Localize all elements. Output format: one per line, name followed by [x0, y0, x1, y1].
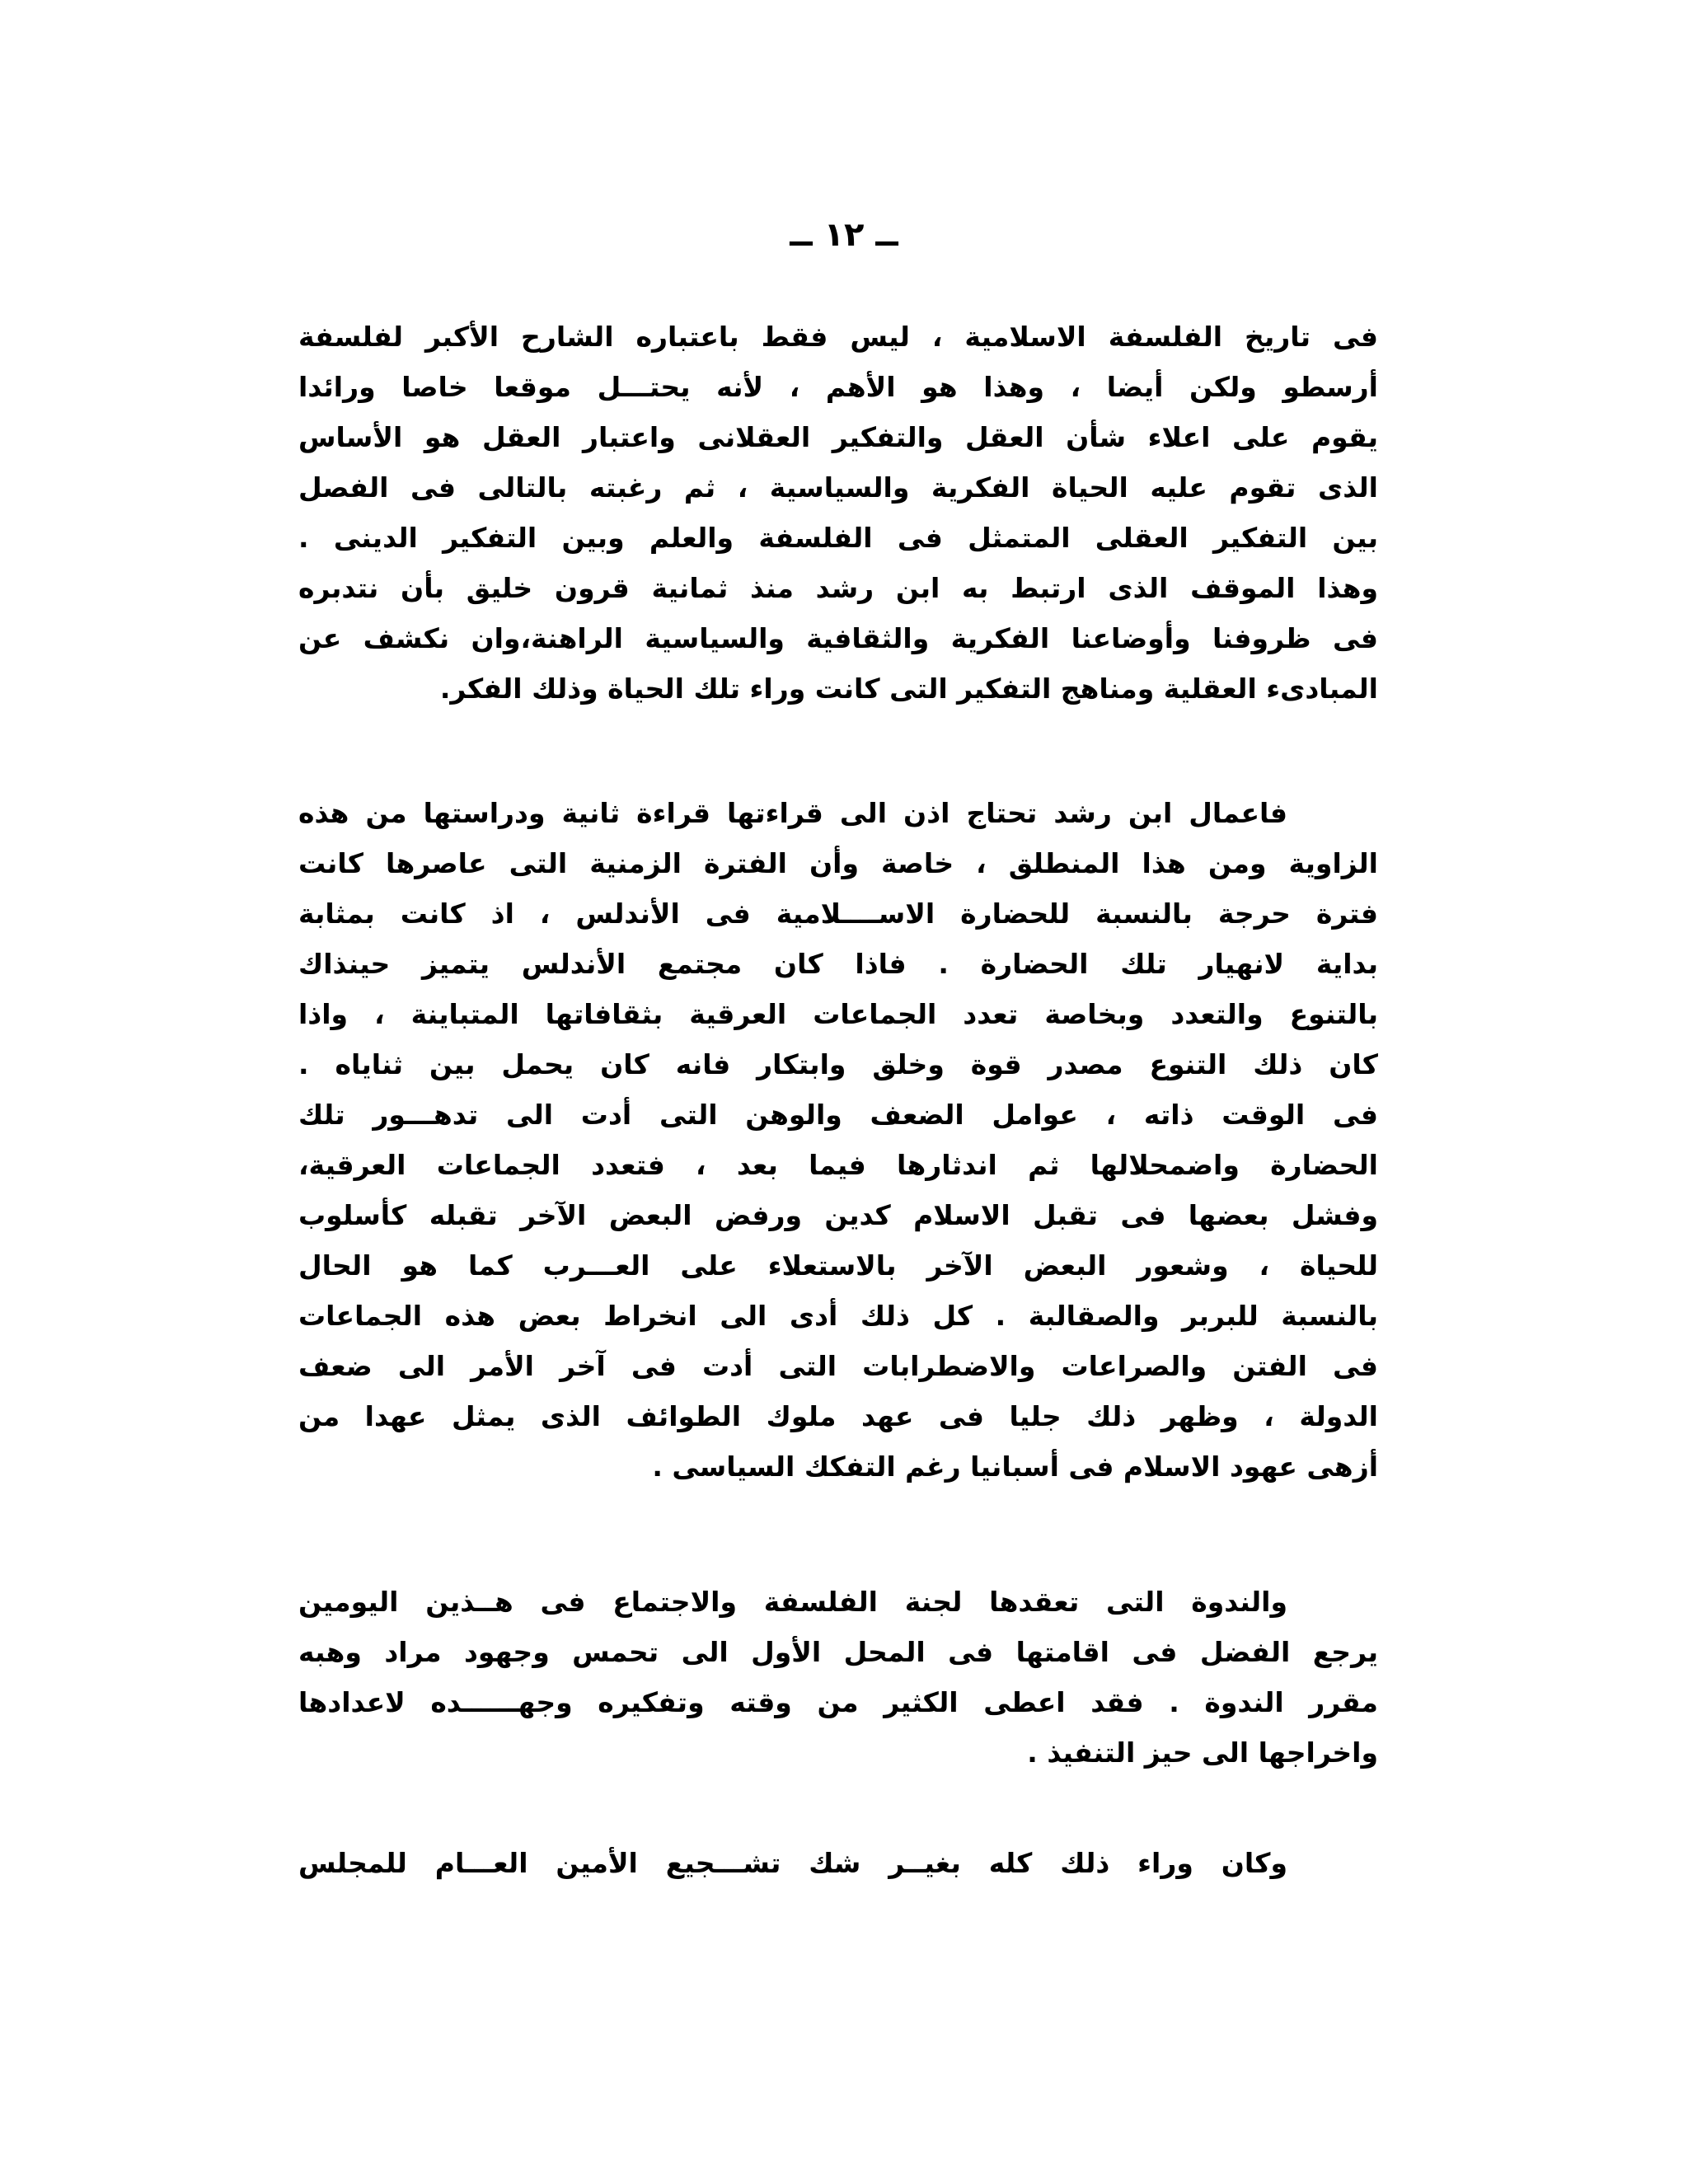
text-line: بين التفكير العقلى المتمثل فى الفلسفة والعلم وبين التفكير الدينى . — [298, 522, 1378, 554]
text-line: وفشل بعضها فى تقبل الاسلام كدين ورفض البعض الآخر تقبله كأسلوب — [298, 1199, 1378, 1231]
text-line: يرجع الفضل فى اقامتها فى المحل الأول الى تحمس وجهود مراد وهبه — [298, 1636, 1378, 1668]
text-line: واخراجها الى حيز التنفيذ . — [1027, 1736, 1378, 1769]
text-line: الذى تقوم عليه الحياة الفكرية والسياسية ، ثم رغبته بالتالى فى الفصل — [298, 471, 1378, 504]
text-line: أرسطو ولكن أيضا ، وهذا هو الأهم ، لأنه يحتـــل موقعا خاصا ورائدا — [298, 371, 1378, 403]
text-line: الدولة ، وظهر ذلك جليا فى عهد ملوك الطوائف الذى يمثل عهدا من — [298, 1400, 1378, 1432]
text-line: كان ذلك التنوع مصدر قوة وخلق وابتكار فانه كان يحمل بين ثناياه . — [298, 1048, 1378, 1080]
text-line: الحضارة واضمحلالها ثم اندثارها فيما بعد ، فتعدد الجماعات العرقية، — [298, 1149, 1378, 1181]
paragraph-4 — [298, 1838, 1378, 1888]
text-line: والندوة التى تعقدها لجنة الفلسفة والاجتماع فى هــذين اليومين — [298, 1586, 1287, 1618]
text-line: وكان وراء ذلك كله بغيــر شك تشـــجيع الأمين العـــام للمجلس — [298, 1847, 1287, 1879]
text-line: فترة حرجة بالنسبة للحضارة الاســــلامية فى الأندلس ، اذ كانت بمثابة — [298, 898, 1378, 930]
text-line: للحياة ، وشعور البعض الآخر بالاستعلاء على العـــرب كما هو الحال — [298, 1249, 1378, 1282]
text-line: فى الوقت ذاته ، عوامل الضعف والوهن التى أدت الى تدهـــور تلك — [298, 1099, 1378, 1131]
text-line: المبادىء العقلية ومناهج التفكير التى كانت وراء تلك الحياة وذلك الفكر. — [439, 673, 1378, 705]
paragraph-3 — [298, 1577, 1378, 1778]
text-line: الزاوية ومن هذا المنطلق ، خاصة وأن الفترة الزمنية التى عاصرها كانت — [298, 847, 1378, 879]
paragraph-1 — [298, 312, 1378, 714]
text-line: فى الفتن والصراعات والاضطرابات التى أدت فى آخر الأمر الى ضعف — [298, 1350, 1378, 1382]
text-line: وهذا الموقف الذى ارتبط به ابن رشد منذ ثمانية قرون خليق بأن نتدبره — [298, 572, 1378, 604]
text-line: أزهى عهود الاسلام فى أسبانيا رغم التفكك السياسى . — [652, 1451, 1378, 1483]
text-line: بداية لانهيار تلك الحضارة . فاذا كان مجتمع الأندلس يتميز حينذاك — [298, 948, 1378, 980]
text-line: فاعمال ابن رشد تحتاج اذن الى قراءتها قراءة ثانية ودراستها من هذه — [298, 797, 1287, 829]
text-line: يقوم على اعلاء شأن العقل والتفكير العقلانى واعتبار العقل هو الأساس — [298, 421, 1378, 453]
text-line: فى تاريخ الفلسفة الاسلامية ، ليس فقط باعتباره الشارح الأكبر لفلسفة — [298, 321, 1378, 353]
paragraph-2 — [298, 788, 1378, 1492]
page-number: ــ ١٢ ــ — [790, 216, 898, 254]
text-line: بالنسبة للبربر والصقالبة . كل ذلك أدى الى انخراط بعض هذه الجماعات — [298, 1300, 1378, 1332]
text-line: مقرر الندوة . فقد اعطى الكثير من وقته وتفكيره وجهــــــده لاعدادها — [298, 1686, 1378, 1718]
text-line: بالتنوع والتعدد وبخاصة تعدد الجماعات العرقية بثقافاتها المتباينة ، واذا — [298, 998, 1378, 1030]
text-line: فى ظروفنا وأوضاعنا الفكرية والثقافية والسياسية الراهنة،وان نكشف عن — [298, 622, 1378, 654]
